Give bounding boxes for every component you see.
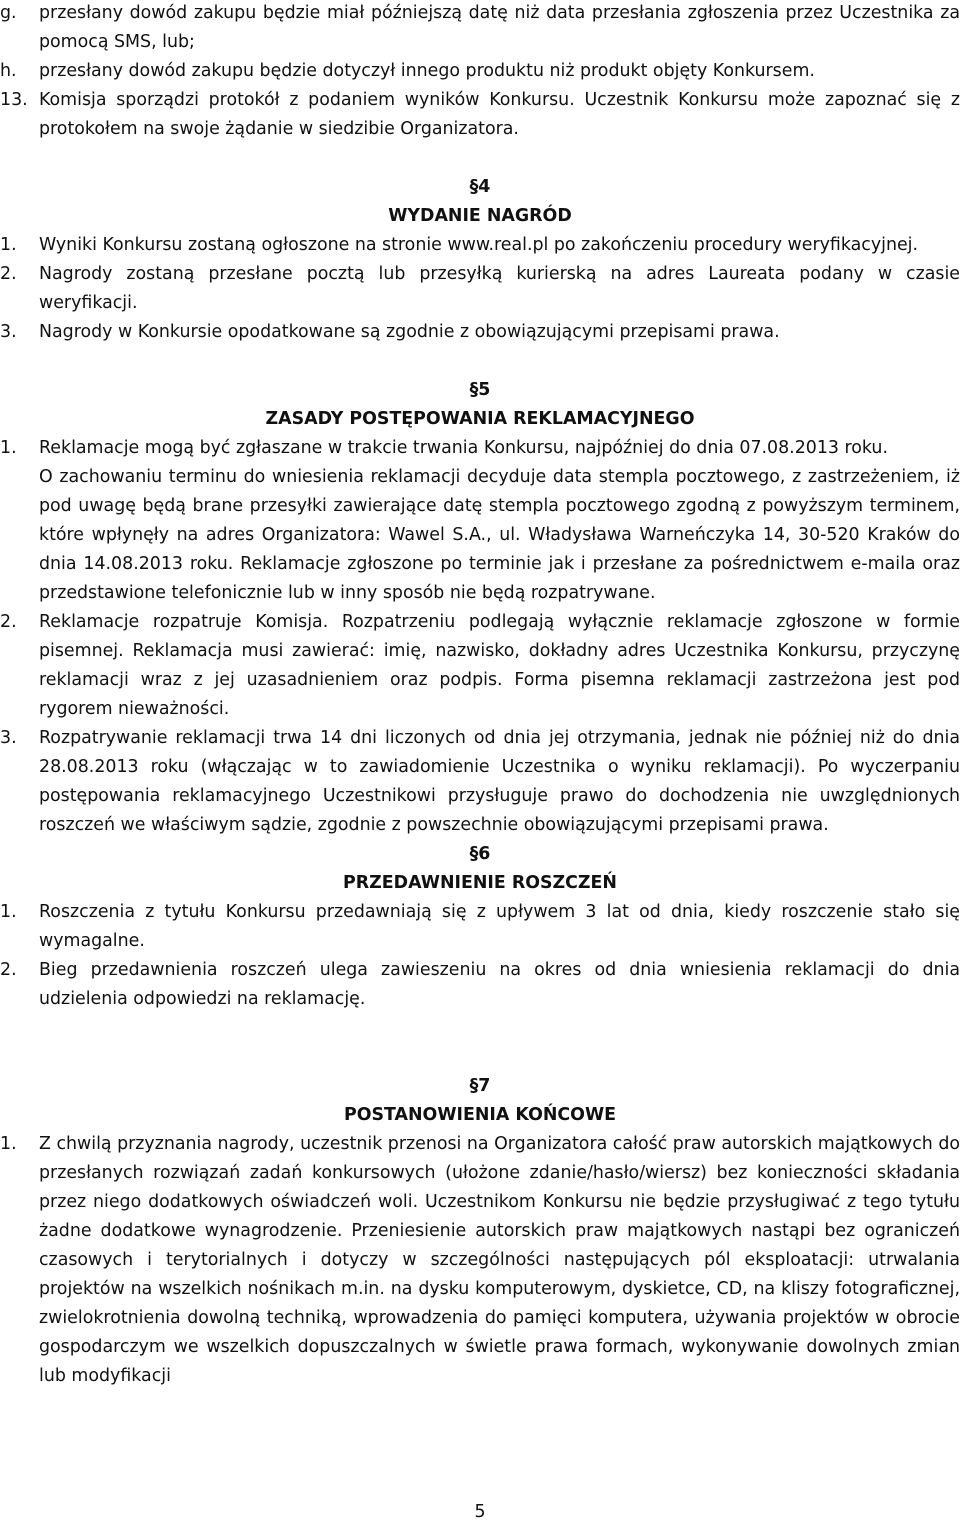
item-text: Komisja sporządzi protokół z podaniem wyników Konkursu. Uczestnik Konkursu może zapoznać się z protokołem na swoje żądanie w siedzibie Organizatora. [39,90,960,139]
list-item: 3. Rozpatrywanie reklamacji trwa 14 dni liczonych od dnia jej otrzymania, jednak nie później niż do dnia 28.08.2013 roku (włączając w to zawiadomienie Uczestnika o wyniku reklamacji). Po wyczerpaniu postępowania reklamacyjnego Uczestnikowi przysługuje prawo do dochodzenia nie uwzględnionych roszczeń we właściwym sądzie, zgodnie z powszechnie obowiązującymi przepisami prawa. [0,728,960,835]
list-item: 2. Reklamacje rozpatruje Komisja. Rozpatrzeniu podlegają wyłącznie reklamacje zgłoszone w formie pisemnej. Reklamacja musi zawierać: imię, nazwisko, dokładny adres Uczestnika Konkursu, przyczynę reklamacji wraz z jej uzasadnieniem oraz podpis. Forma pisemna reklamacji zastrzeżona jest pod rygorem nieważności. [0,612,960,719]
section-5 [0,376,960,840]
item-text: przesłany dowód zakupu będzie miał późniejszą datę niż data przesłania zgłoszenia przez Uczestnika za pomocą SMS, lub; [39,3,960,52]
section-sign: §6 [469,844,491,864]
list-item: 1. Roszczenia z tytułu Konkursu przedawniają się z upływem 3 lat od dnia, kiedy roszczenie stało się wymagalne. [0,902,960,951]
section-sign: §5 [469,380,491,400]
list-item: 2. Bieg przedawnienia roszczeń ulega zawieszeniu na okres od dnia wniesienia reklamacji do dnia udzielenia odpowiedzi na reklamację. [0,960,960,1009]
continuation-list [0,0,960,144]
item-text: Roszczenia z tytułu Konkursu przedawniają się z upływem 3 lat od dnia, kiedy roszczenie stało się wymagalne. [39,902,960,951]
section-title: POSTANOWIENIA KOŃCOWE [343,1105,617,1125]
section-4 [0,173,960,347]
item-text: Z chwilą przyznania nagrody, uczestnik przenosi na Organizatora całość praw autorskich majątkowych do przesłanych rozwiązań zadań konkursowych (ułożone zdanie/hasło/wiersz) bez konieczności składania przez niego dodatkowych oświadczeń woli. Uczestnikom Konkursu nie będzie przysługiwać z tego tytułu żadne dodatkowe wynagrodzenie. Przeniesienie autorskich praw majątkowych nastąpi bez ograniczeń czasowych i terytorialnych i dotyczy w szczególności następujących pól eksploatacji: utrwalania projektów na wszelkich nośnikach m.in. na dysku komputerowym, dyskietce, CD, na kliszy fotograficznej, zwielokrotnienia dowolną techniką, wprowadzenia do pamięci komputera, używania projektów w obrocie gospodarczym we wszelkich dopuszczalnych w świetle prawa formach, wykonywanie dowolnych zmian lub modyfikacji [39,1134,960,1386]
item-number: h. [0,61,17,81]
list-item-h [0,57,960,86]
item-number: g. [0,3,17,23]
section-7 [0,1072,960,1391]
item-text: Bieg przedawnienia roszczeń ulega zawieszeniu na okres od dnia wniesienia reklamacji do dnia udzielenia odpowiedzi na reklamację. [39,960,960,1009]
item-text: przesłany dowód zakupu będzie dotyczył innego produktu niż produkt objęty Konkursem. [39,61,815,81]
item-text: Rozpatrywanie reklamacji trwa 14 dni liczonych od dnia jej otrzymania, jednak nie później niż do dnia 28.08.2013 roku (włączając w to zawiadomienie Uczestnika o wyniku reklamacji). Po wyczerpaniu postępowania reklamacyjnego Uczestnikowi przysługuje prawo do dochodzenia nie uwzględnionych roszczeń we właściwym sądzie, zgodnie z powszechnie obowiązującymi przepisami prawa. [39,728,960,835]
list-item: 2. Nagrody zostaną przesłane pocztą lub przesyłką kurierską na adres Laureata podany w czasie weryfikacji. [0,264,960,313]
item-text: Wyniki Konkursu zostaną ogłoszone na stronie www.real.pl po zakończeniu procedury weryfikacyjnej. [39,235,919,255]
section-6 [0,840,960,1014]
page-number: 5 [474,1502,486,1522]
list-item: 1. Reklamacje mogą być zgłaszane w trakcie trwania Konkursu, najpóźniej do dnia 07.08.2013 roku. [0,438,888,458]
item-text: Reklamacje mogą być zgłaszane w trakcie trwania Konkursu, najpóźniej do dnia 07.08.2013 roku. [39,438,888,458]
list-item: 3. Nagrody w Konkursie opodatkowane są zgodnie z obowiązującymi przepisami prawa. [0,322,780,342]
list-item: 1. Z chwilą przyznania nagrody, uczestnik przenosi na Organizatora całość praw autorskich majątkowych do przesłanych rozwiązań zadań konkursowych (ułożone zdanie/hasło/wiersz) bez konieczności składania przez niego dodatkowych oświadczeń woli. Uczestnikom Konkursu nie będzie przysługiwać z tego tytułu żadne dodatkowe wynagrodzenie. Przeniesienie autorskich praw majątkowych nastąpi bez ograniczeń czasowych i terytorialnych i dotyczy w szczególności następujących pól eksploatacji: utrwalania projektów na wszelkich nośnikach m.in. na dysku komputerowym, dyskietce, CD, na kliszy fotograficznej, zwielokrotnienia dowolną techniką, wprowadzenia do pamięci komputera, używania projektów w obrocie gospodarczym we wszelkich dopuszczalnych w świetle prawa formach, wykonywanie dowolnych zmian lub modyfikacji [0,1134,960,1386]
section-sign: §4 [469,177,491,197]
section-title: WYDANIE NAGRÓD [388,206,572,226]
list-item-13 [0,86,960,144]
item-text: Nagrody zostaną przesłane pocztą lub przesyłką kurierską na adres Laureata podany w czasie weryfikacji. [39,264,960,313]
item-number: 13. [0,90,28,110]
section-title: ZASADY POSTĘPOWANIA REKLAMACYJNEGO [265,409,695,429]
list-item-g [0,0,960,57]
item-text: Reklamacje rozpatruje Komisja. Rozpatrzeniu podlegają wyłącznie reklamacje zgłoszone w formie pisemnej. Reklamacja musi zawierać: imię, nazwisko, dokładny adres Uczestnika Konkursu, przyczynę reklamacji wraz z jej uzasadnieniem oraz podpis. Forma pisemna reklamacji zastrzeżona jest pod rygorem nieważności. [39,612,960,719]
section-sign: §7 [469,1076,491,1096]
list-item: 1. Wyniki Konkursu zostaną ogłoszone na stronie www.real.pl po zakończeniu procedury weryfikacyjnej. [0,235,919,255]
item-text: Nagrody w Konkursie opodatkowane są zgodnie z obowiązującymi przepisami prawa. [39,322,780,342]
item-continuation: O zachowaniu terminu do wniesienia reklamacji decyduje data stempla pocztowego, z zastrzeżeniem, iż pod uwagę będą brane przesyłki zawierające datę stempla pocztowego zgodną z powyższym terminem, które wpłynęły na adres Organizatora: Wawel S.A., ul. Władysława Warneńczyka 14, 30-520 Kraków do dnia 14.08.2013 roku. Reklamacje zgłoszone po terminie jak i przesłane za pośrednictwem e-maila oraz przedstawione telefonicznie lub w inny sposób nie będą rozpatrywane. [39,467,960,603]
section-title: PRZEDAWNIENIE ROSZCZEŃ [343,873,617,893]
